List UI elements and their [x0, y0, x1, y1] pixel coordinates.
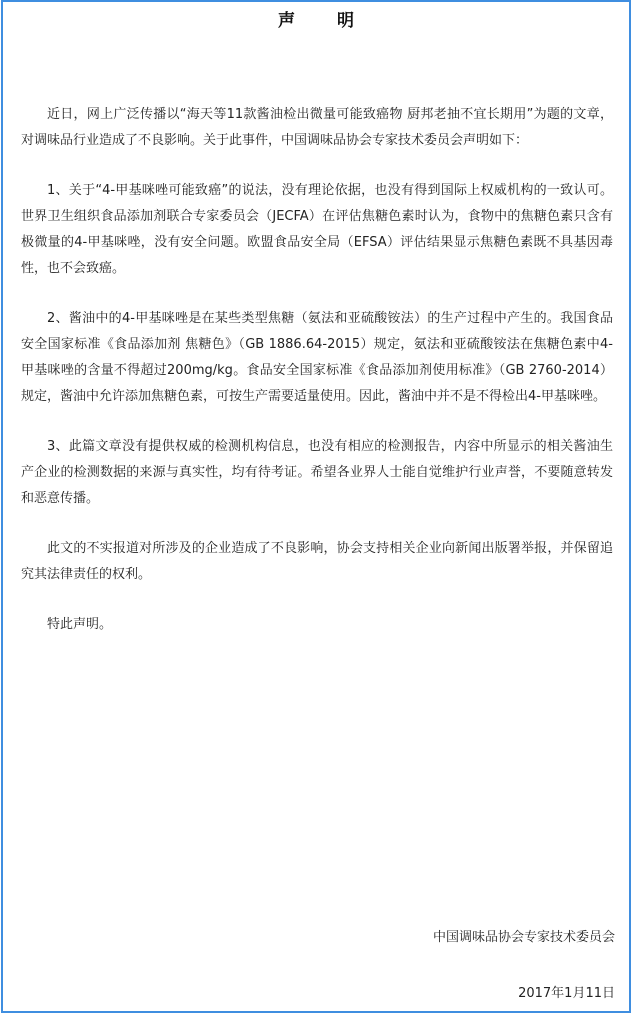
- document-title: 声 明: [278, 11, 372, 31]
- declaration-paragraph: 特此声明。: [47, 617, 113, 632]
- intro-paragraph: 近日，网上广泛传播以“海天等11款酱油检出微量可能致癌物 厨邦老抽不宜长期用”为题的文章，对调味品行业造成了不良影响。关于此事件，中国调味品协会专家技术委员会声明如下：: [21, 107, 613, 148]
- document-frame: [1, 0, 631, 1013]
- closing-paragraph: 此文的不实报道对所涉及的企业造成了不良影响，协会支持相关企业向新闻出版署举报，并保留追究其法律责任的权利。: [21, 541, 613, 582]
- signature-organization: 中国调味品协会专家技术委员会: [432, 930, 615, 945]
- document-body: [21, 102, 613, 662]
- signature-date: 2017年1月11日: [518, 986, 615, 1001]
- point-1-paragraph: 1、关于“4-甲基咪唑可能致癌”的说法，没有理论依据，也没有得到国际上权威机构的一致认可。世界卫生组织食品添加剂联合专家委员会（JECFA）在评估焦糖色素时认为，食物中的焦糖色素只含有极微量的4-甲基咪唑，没有安全问题。欧盟食品安全局（EFSA）评估结果显示焦糖色素既不具基因毒性，也不会致癌。: [21, 183, 613, 276]
- point-2-paragraph: 2、酱油中的4-甲基咪唑是在某些类型焦糖（氨法和亚硫酸铵法）的生产过程中产生的。我国食品安全国家标准《食品添加剂 焦糖色》（GB 1886.64-2015）规定，氨法和亚硫酸铵法在焦糖色素中4-甲基咪唑的含量不得超过200mg/kg。食品安全国家标准《食品添加剂使用标准》（GB 2760-2014）规定，酱油中允许添加焦糖色素，可按生产需要适量使用。因此，酱油中并不是不得检出4-甲基咪唑。: [21, 311, 613, 404]
- point-3-paragraph: 3、此篇文章没有提供权威的检测机构信息，也没有相应的检测报告，内容中所显示的相关酱油生产企业的检测数据的来源与真实性，均有待考证。希望各业界人士能自觉维护行业声誉，不要随意转发和恶意传播。: [21, 439, 613, 506]
